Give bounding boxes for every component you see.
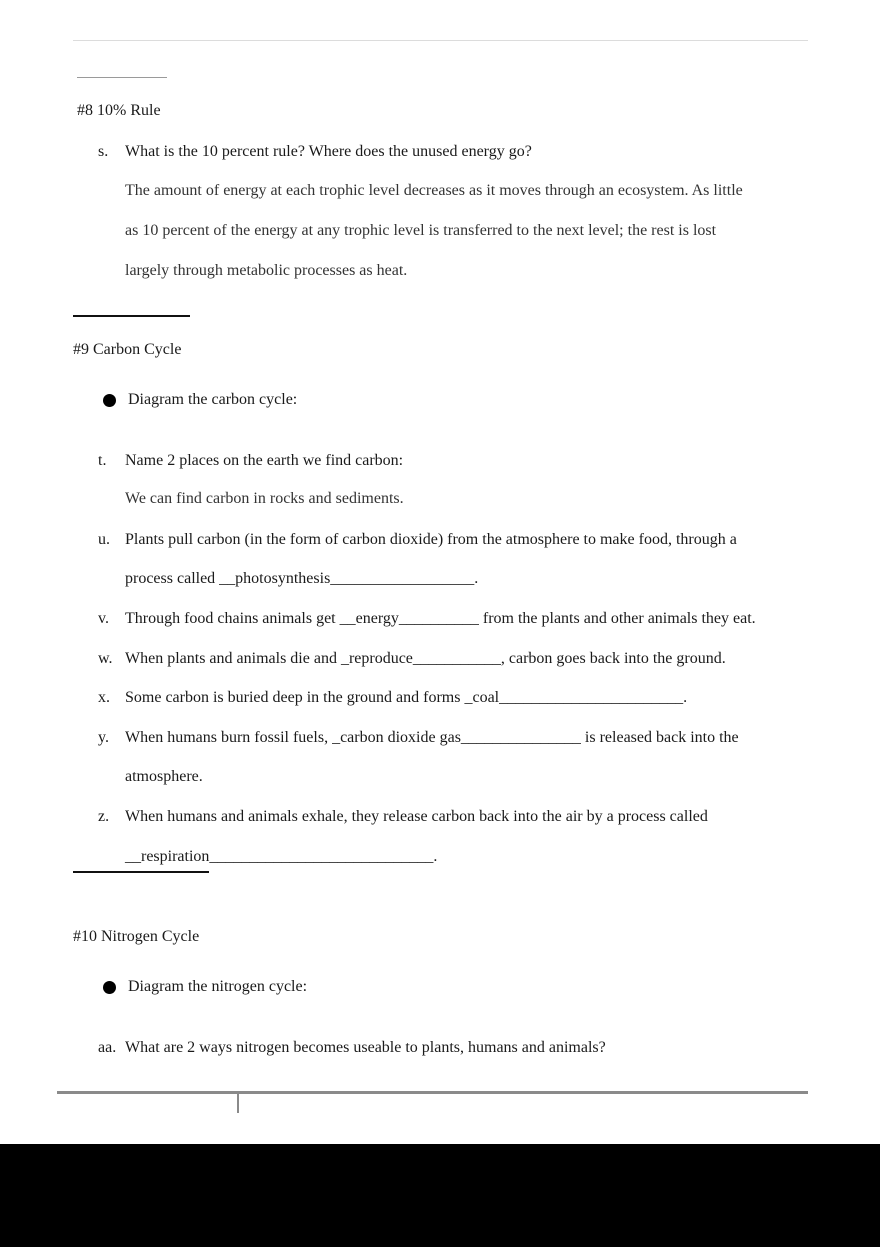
item-label: x. bbox=[98, 689, 110, 706]
section-divider bbox=[73, 315, 190, 317]
question-t bbox=[98, 451, 403, 471]
question-text: Plants pull carbon (in the form of carbon dioxide) from the atmosphere to make food, through a bbox=[125, 531, 737, 548]
question-z-continued: __respiration____________________________. bbox=[125, 848, 438, 865]
question-z bbox=[98, 807, 708, 827]
top-divider bbox=[73, 40, 808, 41]
answer-line: as 10 percent of the energy at any trophic level is transferred to the next level; the rest is lost bbox=[125, 222, 717, 239]
bullet-icon bbox=[103, 394, 116, 407]
question-text: Name 2 places on the earth we find carbon: bbox=[125, 452, 404, 469]
section-divider bbox=[73, 871, 209, 873]
item-label: s. bbox=[98, 143, 109, 160]
question-text: Through food chains animals get __energy__________ from the plants and other animals they eat. bbox=[125, 610, 756, 627]
section-heading-nitrogen-cycle: #10 Nitrogen Cycle bbox=[73, 928, 200, 945]
question-s bbox=[98, 142, 532, 162]
question-text: When plants and animals die and _reproduce___________, carbon goes back into the ground. bbox=[125, 650, 726, 667]
item-label: z. bbox=[98, 808, 110, 825]
section-heading-10-percent-rule: #8 10% Rule bbox=[77, 102, 161, 119]
item-label: w. bbox=[98, 650, 113, 667]
question-u bbox=[98, 530, 737, 550]
section-heading-carbon-cycle: #9 Carbon Cycle bbox=[73, 341, 182, 358]
question-text: When humans burn fossil fuels, _carbon dioxide gas_______________ is released back into the bbox=[125, 729, 739, 746]
question-u-continued: process called __photosynthesis__________________. bbox=[125, 570, 479, 587]
answer-line: We can find carbon in rocks and sediments. bbox=[125, 490, 404, 507]
answer-line: largely through metabolic processes as heat. bbox=[125, 262, 408, 279]
short-divider bbox=[77, 77, 167, 78]
answer-line: The amount of energy at each trophic level decreases as it moves through an ecosystem. As little bbox=[125, 182, 743, 199]
item-label: aa. bbox=[98, 1039, 117, 1056]
table-column-divider bbox=[237, 1094, 239, 1113]
question-v bbox=[98, 609, 756, 629]
item-label: y. bbox=[98, 729, 109, 746]
bullet-text: Diagram the nitrogen cycle: bbox=[128, 978, 308, 995]
question-text: When humans and animals exhale, they release carbon back into the air by a process called bbox=[125, 808, 708, 825]
item-label: t. bbox=[98, 452, 107, 469]
bullet-icon bbox=[103, 981, 116, 994]
table-top-border bbox=[57, 1091, 808, 1094]
question-w bbox=[98, 649, 726, 669]
question-y bbox=[98, 728, 739, 748]
black-band bbox=[0, 1144, 880, 1247]
question-aa bbox=[98, 1038, 606, 1058]
question-x bbox=[98, 688, 687, 708]
bullet-text: Diagram the carbon cycle: bbox=[128, 391, 298, 408]
question-y-continued: atmosphere. bbox=[125, 768, 203, 785]
item-label: u. bbox=[98, 531, 110, 548]
question-text: What is the 10 percent rule? Where does the unused energy go? bbox=[125, 143, 532, 160]
question-text: What are 2 ways nitrogen becomes useable to plants, humans and animals? bbox=[125, 1039, 606, 1056]
item-label: v. bbox=[98, 610, 109, 627]
question-text: Some carbon is buried deep in the ground and forms _coal_______________________. bbox=[125, 689, 688, 706]
